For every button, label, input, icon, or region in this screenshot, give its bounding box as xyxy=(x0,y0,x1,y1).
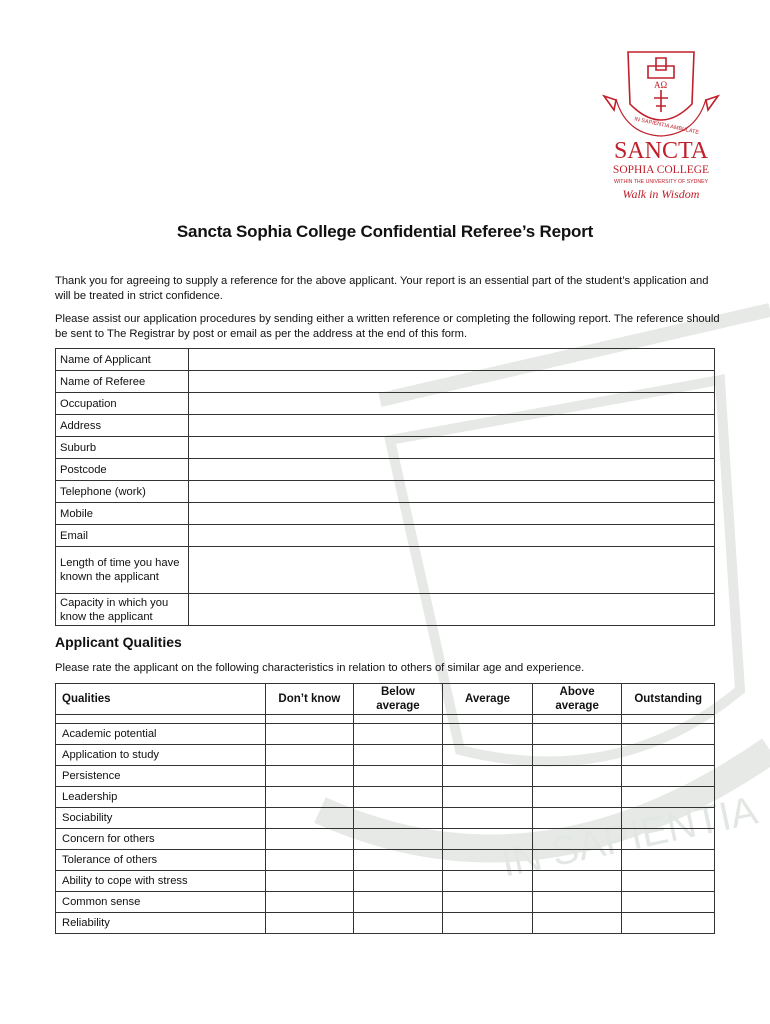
details-row xyxy=(56,594,715,626)
quality-rating-cell[interactable] xyxy=(353,808,442,829)
quality-rating-cell[interactable] xyxy=(532,850,621,871)
details-row xyxy=(56,503,715,525)
quality-row xyxy=(56,724,715,745)
details-label: Capacity in which you know the applicant xyxy=(56,594,189,626)
quality-row xyxy=(56,913,715,934)
details-value-field[interactable] xyxy=(188,371,714,393)
details-value-field[interactable] xyxy=(188,481,714,503)
quality-rating-cell[interactable] xyxy=(622,892,715,913)
details-row xyxy=(56,525,715,547)
details-label: Mobile xyxy=(56,503,189,525)
quality-rating-cell[interactable] xyxy=(622,871,715,892)
logo-subname: SOPHIA COLLEGE xyxy=(612,164,710,176)
quality-rating-cell[interactable] xyxy=(443,892,533,913)
quality-rating-cell[interactable] xyxy=(532,892,621,913)
details-row xyxy=(56,371,715,393)
quality-rating-cell[interactable] xyxy=(622,808,715,829)
quality-rating-cell[interactable] xyxy=(532,724,621,745)
quality-label: Concern for others xyxy=(56,829,266,850)
details-label: Occupation xyxy=(56,393,189,415)
qualities-column-header: Qualities xyxy=(56,684,266,715)
details-row xyxy=(56,459,715,481)
quality-row xyxy=(56,745,715,766)
quality-rating-cell[interactable] xyxy=(353,850,442,871)
logo-affiliation: WITHIN THE UNIVERSITY OF SYDNEY xyxy=(613,179,709,185)
quality-rating-cell[interactable] xyxy=(622,745,715,766)
quality-rating-cell[interactable] xyxy=(532,787,621,808)
quality-rating-cell[interactable] xyxy=(353,724,442,745)
quality-rating-cell[interactable] xyxy=(443,745,533,766)
scroll-text: IN SAPIENTIA AMBULATE xyxy=(633,116,700,137)
qualities-column-header: Don’t know xyxy=(266,684,354,715)
quality-rating-cell[interactable] xyxy=(622,850,715,871)
quality-rating-cell[interactable] xyxy=(266,745,354,766)
qualities-column-header: Below average xyxy=(353,684,442,715)
details-label: Address xyxy=(56,415,189,437)
details-label: Suburb xyxy=(56,437,189,459)
quality-rating-cell[interactable] xyxy=(622,787,715,808)
college-logo xyxy=(586,44,736,206)
quality-rating-cell[interactable] xyxy=(532,829,621,850)
qualities-column-header: Outstanding xyxy=(622,684,715,715)
details-value-field[interactable] xyxy=(188,349,714,371)
quality-rating-cell[interactable] xyxy=(443,724,533,745)
details-row xyxy=(56,415,715,437)
quality-rating-cell[interactable] xyxy=(443,871,533,892)
quality-rating-cell[interactable] xyxy=(266,724,354,745)
quality-label: Academic potential xyxy=(56,724,266,745)
details-row xyxy=(56,481,715,503)
quality-rating-cell[interactable] xyxy=(622,766,715,787)
quality-rating-cell[interactable] xyxy=(266,871,354,892)
details-value-field[interactable] xyxy=(188,525,714,547)
quality-label: Application to study xyxy=(56,745,266,766)
quality-label: Sociability xyxy=(56,808,266,829)
quality-rating-cell[interactable] xyxy=(622,724,715,745)
quality-rating-cell[interactable] xyxy=(266,787,354,808)
quality-label: Tolerance of others xyxy=(56,850,266,871)
logo-name: SANCTA xyxy=(613,138,709,164)
details-value-field[interactable] xyxy=(188,415,714,437)
watermark-text: IN SAPIENTIA xyxy=(497,788,762,886)
quality-rating-cell[interactable] xyxy=(353,892,442,913)
quality-row xyxy=(56,892,715,913)
details-row xyxy=(56,393,715,415)
page-title: Sancta Sophia College Confidential Referee’s Report xyxy=(176,222,594,241)
quality-rating-cell[interactable] xyxy=(353,829,442,850)
quality-rating-cell[interactable] xyxy=(353,745,442,766)
quality-rating-cell[interactable] xyxy=(266,850,354,871)
quality-rating-cell[interactable] xyxy=(443,787,533,808)
qualities-column-header: Average xyxy=(443,684,533,715)
applicant-details-table xyxy=(55,348,715,626)
details-value-field[interactable] xyxy=(188,459,714,481)
qualities-table xyxy=(55,683,715,934)
intro-paragraph-1: Thank you for agreeing to supply a reference for the above applicant. Your report is an essential part of the student’s application and will be treated in strict confidence. xyxy=(55,275,709,302)
qualities-column-header: Above average xyxy=(532,684,621,715)
intro-paragraph-2: Please assist our application procedures by sending either a written reference or completing the following report. The reference should be sent to The Registrar by post or email as per the address at the end of this form. xyxy=(55,313,720,340)
quality-rating-cell[interactable] xyxy=(266,766,354,787)
quality-rating-cell[interactable] xyxy=(353,787,442,808)
logo-motto: Walk in Wisdom xyxy=(622,187,700,201)
quality-rating-cell[interactable] xyxy=(443,913,533,934)
details-row xyxy=(56,437,715,459)
details-label: Length of time you have known the applicant xyxy=(56,547,189,594)
quality-label: Reliability xyxy=(56,913,266,934)
quality-rating-cell[interactable] xyxy=(443,829,533,850)
quality-row xyxy=(56,871,715,892)
quality-row xyxy=(56,808,715,829)
details-label: Postcode xyxy=(56,459,189,481)
quality-rating-cell[interactable] xyxy=(266,892,354,913)
details-value-field[interactable] xyxy=(188,547,714,594)
details-value-field[interactable] xyxy=(188,437,714,459)
quality-row xyxy=(56,829,715,850)
quality-rating-cell[interactable] xyxy=(622,829,715,850)
qualities-heading: Applicant Qualities xyxy=(55,634,182,650)
svg-text:ΑΩ: ΑΩ xyxy=(654,80,668,90)
quality-row xyxy=(56,787,715,808)
quality-label: Leadership xyxy=(56,787,266,808)
quality-rating-cell[interactable] xyxy=(443,850,533,871)
quality-label: Persistence xyxy=(56,766,266,787)
quality-rating-cell[interactable] xyxy=(266,808,354,829)
quality-rating-cell[interactable] xyxy=(622,913,715,934)
details-value-field[interactable] xyxy=(188,503,714,525)
quality-rating-cell[interactable] xyxy=(443,766,533,787)
details-label: Name of Applicant xyxy=(56,349,189,371)
quality-rating-cell[interactable] xyxy=(266,829,354,850)
quality-rating-cell[interactable] xyxy=(532,766,621,787)
quality-rating-cell[interactable] xyxy=(532,745,621,766)
quality-label: Common sense xyxy=(56,892,266,913)
quality-rating-cell[interactable] xyxy=(532,808,621,829)
quality-rating-cell[interactable] xyxy=(353,913,442,934)
quality-row xyxy=(56,850,715,871)
details-value-field[interactable] xyxy=(188,594,714,626)
quality-row xyxy=(56,766,715,787)
quality-rating-cell[interactable] xyxy=(443,808,533,829)
quality-rating-cell[interactable] xyxy=(532,871,621,892)
quality-rating-cell[interactable] xyxy=(353,871,442,892)
details-label: Email xyxy=(56,525,189,547)
quality-rating-cell[interactable] xyxy=(532,913,621,934)
details-label: Telephone (work) xyxy=(56,481,189,503)
details-label: Name of Referee xyxy=(56,371,189,393)
quality-rating-cell[interactable] xyxy=(266,913,354,934)
details-row xyxy=(56,349,715,371)
quality-rating-cell[interactable] xyxy=(353,766,442,787)
details-value-field[interactable] xyxy=(188,393,714,415)
details-row xyxy=(56,547,715,594)
quality-label: Ability to cope with stress xyxy=(56,871,266,892)
qualities-intro: Please rate the applicant on the following characteristics in relation to others of similar age and experience. xyxy=(55,662,585,674)
